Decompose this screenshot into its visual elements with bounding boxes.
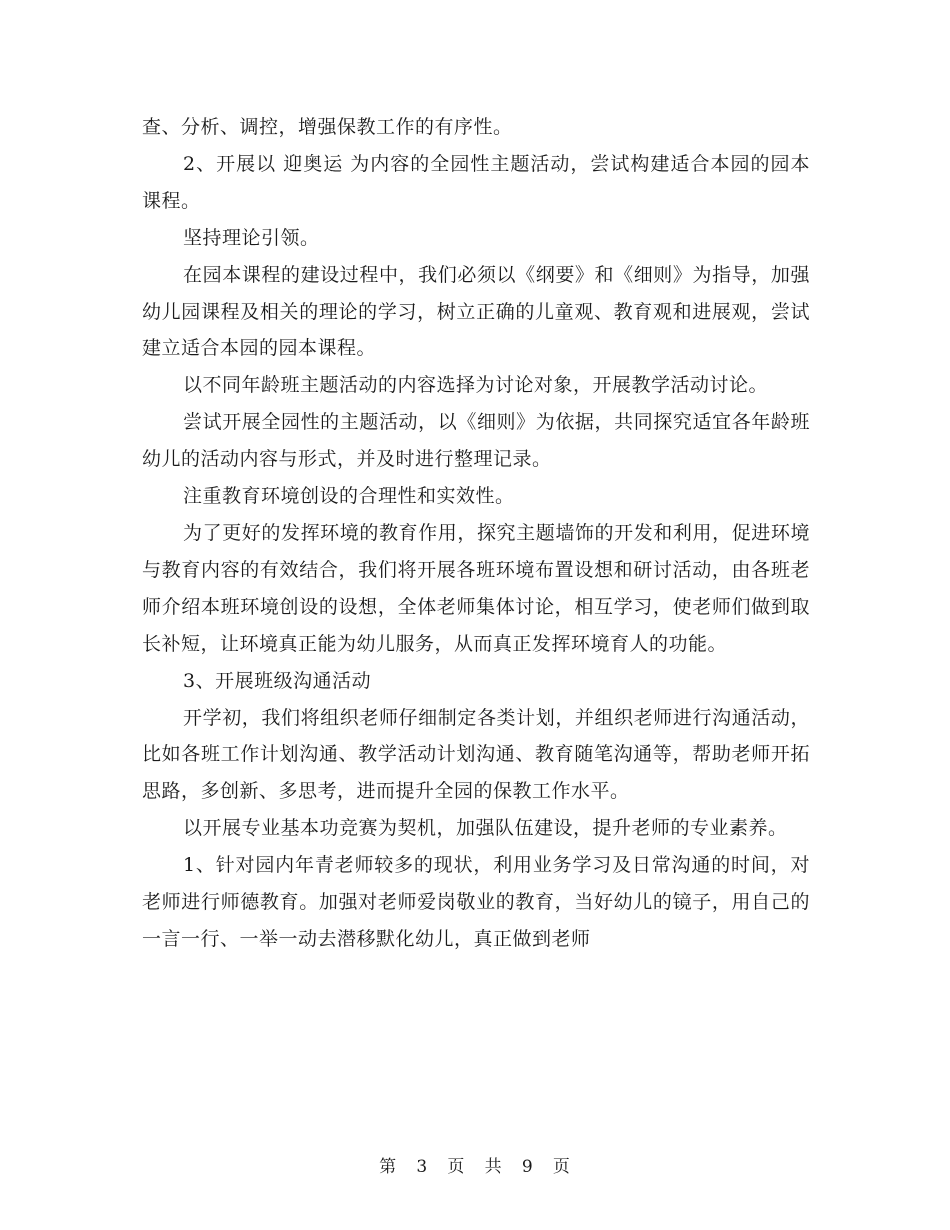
footer-label-total: 共 <box>484 1157 503 1177</box>
paragraph-12: 1、针对园内年青老师较多的现状，利用业务学习及日常沟通的时间，对老师进行师德教育。加强对老师爱岗敬业的教育，当好幼儿的镜子，用自己的一言一行、一举一动去潜移默化幼儿，真正做到老师 <box>142 854 810 950</box>
paragraph-6: 尝试开展全园性的主题活动，以《细则》为依据，共同探究适宜各年龄班幼儿的活动内容与形式，并及时进行整理记录。 <box>142 411 810 471</box>
paragraph-8: 为了更好的发挥环境的教育作用，探究主题墙饰的开发和利用，促进环境与教育内容的有效结合，我们将开展各班环境布置设想和研讨活动，由各班老师介绍本班环境创设的设想，全体老师集体讨论，相互学习，使老师们做到取长补短，让环境真正能为幼儿服务，从而真正发挥环境育人的功能。 <box>142 521 810 655</box>
paragraph-11: 以开展专业基本功竞赛为契机，加强队伍建设，提升老师的专业素养。 <box>183 817 788 840</box>
paragraph-4: 在园本课程的建设过程中，我们必须以《纲要》和《细则》为指导，加强幼儿园课程及相关的理论的学习，树立正确的儿童观、教育观和进展观，尝试建立适合本园的园本课程。 <box>142 263 810 360</box>
footer-label-ye-end: 页 <box>552 1157 571 1177</box>
paragraph-2: 2、开展以 迎奥运 为内容的全园性主题活动，尝试构建适合本园的园本课程。 <box>142 152 810 212</box>
footer-current-page: 3 <box>416 1157 429 1177</box>
paragraph-10: 开学初，我们将组织老师仔细制定各类计划，并组织老师进行沟通活动，比如各班工作计划沟通、教学活动计划沟通、教育随笔沟通等，帮助老师开拓思路，多创新、多思考，进而提升全园的保教工作水平。 <box>142 706 810 803</box>
paragraph-1: 查、分析、调控，增强保教工作的有序性。 <box>142 116 513 138</box>
footer-total-pages: 9 <box>521 1157 534 1177</box>
paragraph-3: 坚持理论引领。 <box>183 226 320 249</box>
paragraph-9: 3、开展班级沟通活动 <box>183 669 372 692</box>
paragraph-7: 注重教育环境创设的合理性和实效性。 <box>183 485 515 508</box>
page-footer <box>0 1152 950 1177</box>
footer-label-ye: 页 <box>447 1157 466 1177</box>
document-body <box>142 109 810 958</box>
footer-label-page: 第 <box>379 1157 398 1177</box>
paragraph-5: 以不同年龄班主题活动的内容选择为讨论对象，开展教学活动讨论。 <box>183 374 769 397</box>
